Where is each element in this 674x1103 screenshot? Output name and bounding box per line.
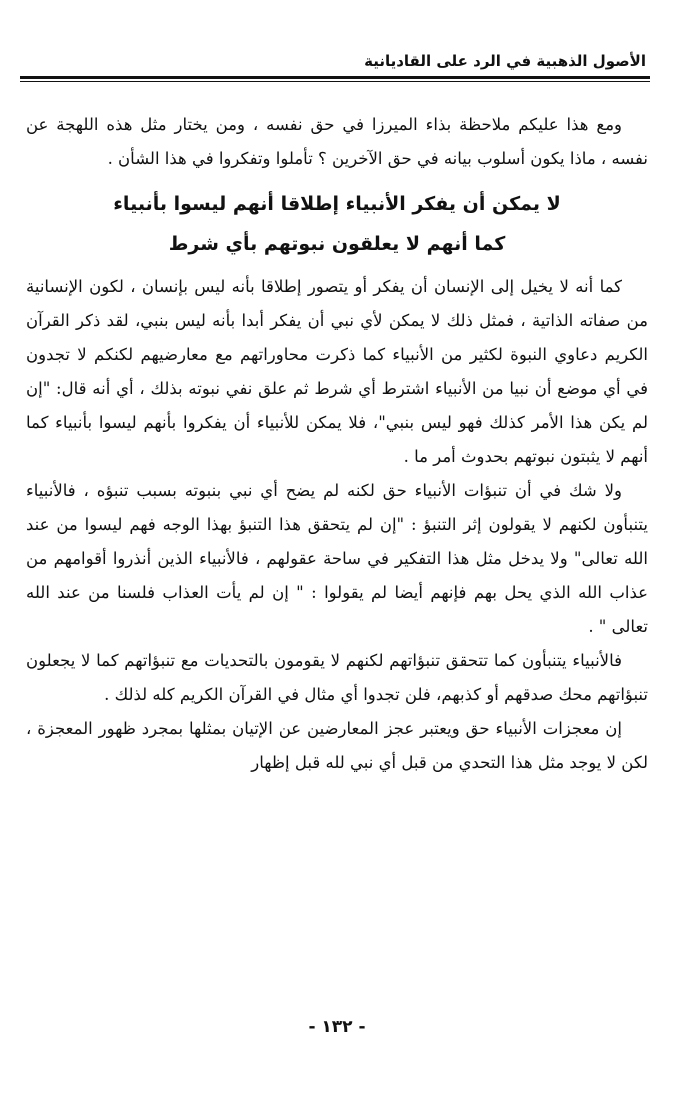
paragraph: ولا شك في أن تنبؤات الأنبياء حق لكنه لم يضح أي نبي بنبوته بسبب تنبؤه ، فالأنبياء يتنبأون لكنهم لا يقولون إثر التنبؤ : "إن لم يتحقق هذا التنبؤ بهذا الوجه فهم ليسوا من عند الله تعالى" ولا يدخل مثل هذا التفكير في ساحة عقولهم ، فالأنبياء الذين أنذروا أقوامهم من عذاب الله الذي يحل بهم فإنهم أيضا لم يقولوا : " إن لم يأت العذاب فلسنا من عند الله تعالى " . bbox=[26, 481, 648, 636]
paragraph: ومع هذا عليكم ملاحظة بذاء الميرزا في حق نفسه ، ومن يختار مثل هذه اللهجة عن نفسه ، ماذا يكون أسلوب بيانه في حق الآخرين ؟ تأملوا وتفكروا في هذا الشأن . bbox=[26, 115, 648, 168]
section-heading-line-1: لا يمكن أن يفكر الأنبياء إطلاقا أنهم ليسوا بأنبياء bbox=[113, 193, 561, 215]
paragraph: إن معجزات الأنبياء حق ويعتبر عجز المعارضين عن الإتيان بمثلها بمجرد ظهور المعجزة ، لكن لا يوجد مثل هذا التحدي من قبل أي نبي لله قبل إظهار bbox=[26, 719, 648, 772]
body-text bbox=[26, 108, 648, 780]
page-number: - ١٣٢ - bbox=[308, 1017, 366, 1037]
paragraph: كما أنه لا يخيل إلى الإنسان أن يفكر أو يتصور إطلاقا بأنه ليس بإنسان ، لكون الإنسانية من صفاته الذاتية ، فمثل ذلك لا يمكن لأي نبي أن يفكر أبدا بأنه ليس بنبي، لقد ذكر القرآن الكريم دعاوي النبوة لكثير من الأنبياء كما ذكرت محاوراتهم مع معارضيهم لكنكم لا تجدون في أي موضع أن نبيا من الأنبياء اشترط أي شرط ثم علق نفي نبوته بذلك ، أي أنه قال: "إن لم يكن هذا الأمر كذلك فهو ليس بنبي"، فلا يمكن للأنبياء أن يفكروا بأنهم ليسوا بأنبياء كما أنهم لا يثبتون نبوتهم بحدوث أمر ما . bbox=[26, 277, 648, 466]
running-header: الأصول الذهبية في الرد على القاديانية bbox=[364, 52, 646, 70]
header-rule-thin bbox=[20, 81, 650, 82]
header-rule-thick bbox=[20, 76, 650, 79]
section-heading-line-2: كما أنهم لا يعلقون نبوتهم بأي شرط bbox=[168, 233, 506, 255]
paragraph: فالأنبياء يتنبأون كما تتحقق تنبؤاتهم لكنهم لا يقومون بالتحديات مع تنبؤاتهم كما لا يجعلون تنبؤاتهم محك صدقهم أو كذبهم، فلن تجدوا أي مثال في القرآن الكريم كله لذلك . bbox=[26, 651, 648, 704]
